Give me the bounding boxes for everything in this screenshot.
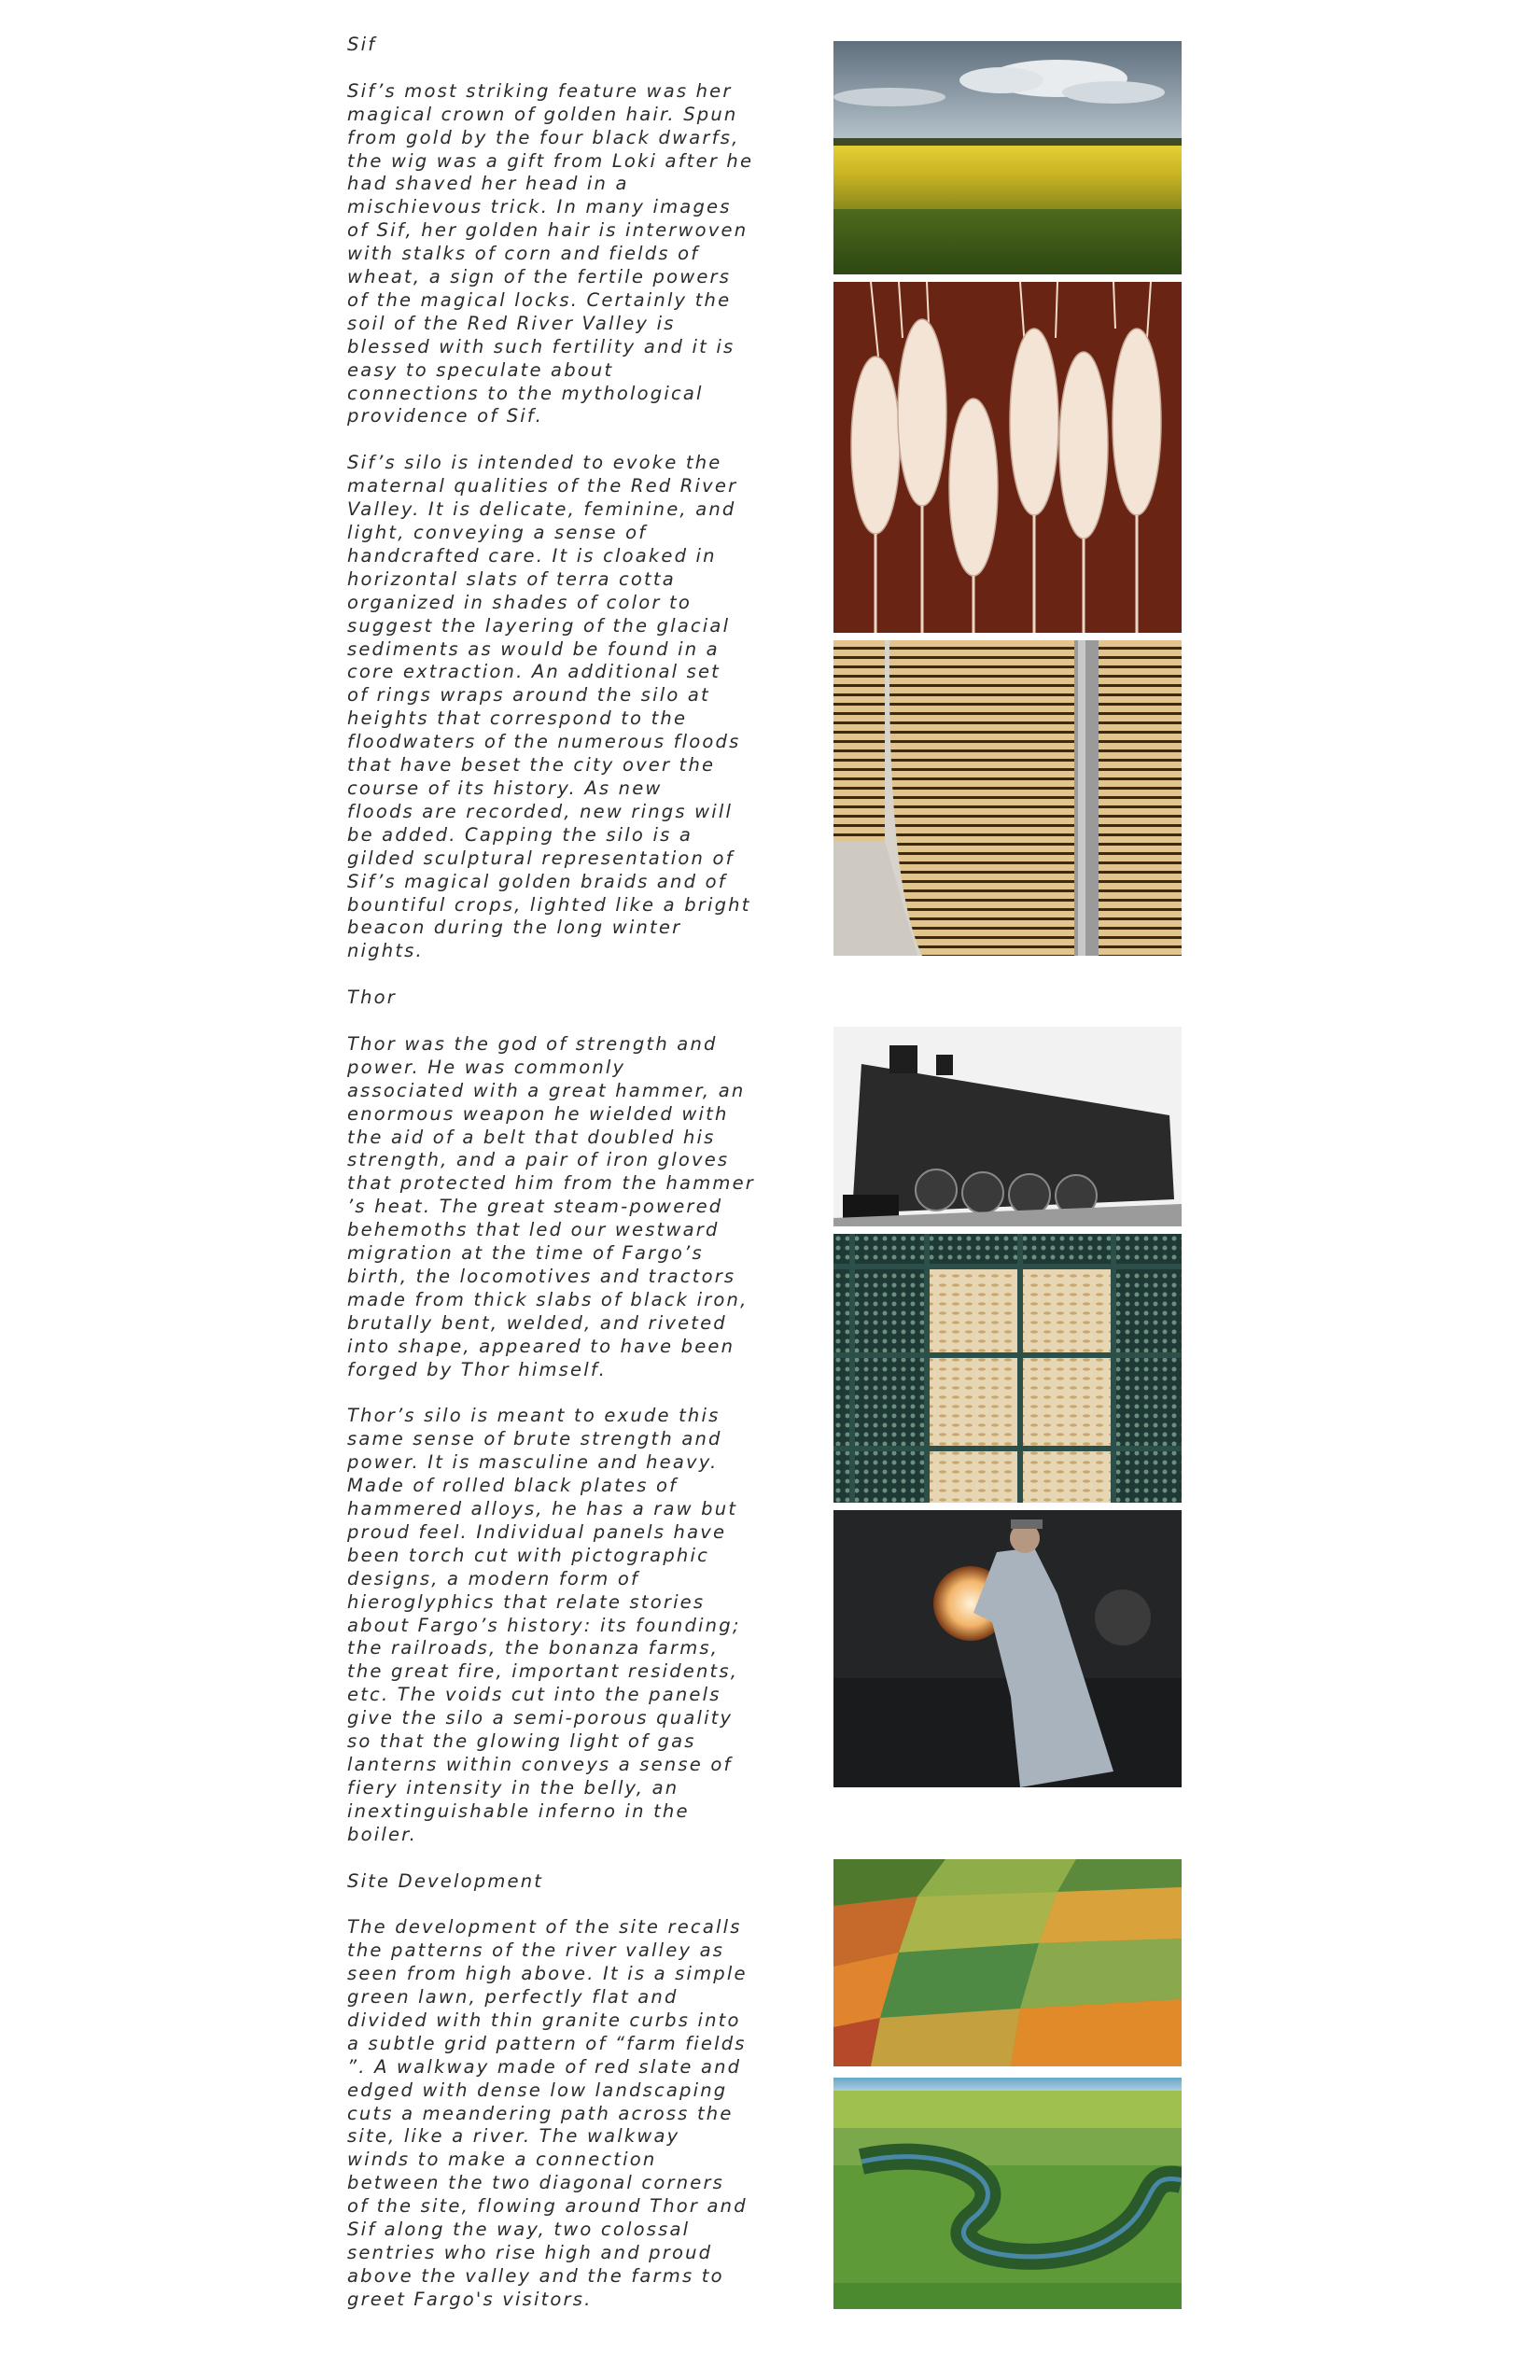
- sif-paragraph-2: Sif’s silo is intended to evoke the maternal qualities of the Red River Valley. It is delicate, feminine, and light, conveying a sense of handcrafted care. It is cloaked in horizontal slats of terra cotta organized in shades of color to suggest the layering of the glacial sediments as would be found in a core extraction. An additional set of rings wraps around the silo at heights that correspond to the floodwaters of the numerous floods that have beset the city over the course of its history. As new floods are recorded, new rings will be added. Capping the silo is a gilded sculptural representation of Sif’s magical golden braids and of bountiful crops, lighted like a bright beacon during the long winter nights.: [347, 452, 751, 962]
- text-column: [347, 34, 772, 2335]
- thor-paragraph-2: Thor’s silo is meant to exude this same sense of brute strength and power. It is masculine and heavy. Made of rolled black plates of hammered alloys, he has a raw but proud feel. Individual panels have been torch cut with pictographic designs, a modern form of hieroglyphics that relate stories about Fargo’s history: its founding; the railroads, the bonanza farms, the great fire, important residents, etc. The voids cut into the panels give the silo a semi-porous quality so that the glowing light of gas lanterns within conveys a sense of fiery intensity in the belly, an inextinguishable inferno in the boiler.: [347, 1405, 741, 1845]
- aerial-river-valley-photo: [833, 2078, 1182, 2309]
- thor-paragraph-1: Thor was the god of strength and power. He was commonly associated with a great hammer, an enormous weapon he wielded with the aid of a belt that doubled his strength, and a pair of iron gloves that protected him from the hammer ’s heat. The great steam-powered behemoths that led our westward migration at the time of Fargo’s birth, the locomotives and tractors made from thick slabs of black iron, brutally bent, welded, and riveted into shape, appeared to have been forged by Thor himself.: [347, 1032, 755, 1380]
- sif-paragraph-1: Sif’s most striking feature was her magical crown of golden hair. Spun from gold by the four black dwarfs, the wig was a gift from Loki after he had shaved her head in a mischievous trick. In many images of Sif, her golden hair is interwoven with stalks of corn and fields of wheat, a sign of the fertile powers of the magical locks. Certainly the soil of the Red River Valley is blessed with such fertility and it is easy to speculate about connections to the mythological providence of Sif.: [347, 79, 754, 427]
- section-title-site-development: Site Development: [347, 1869, 544, 1892]
- canola-field-photo: [833, 41, 1182, 274]
- site-paragraph-1: The development of the site recalls the patterns of the river valley as seen from high above. It is a simple green lawn, perfectly flat and divided with thin granite curbs into a subtle grid pattern of “farm fields ”. A walkway made of red slate and edged with dense low landscaping cuts a meandering path across the site, like a river. The walkway winds to make a connection between the two diagonal corners of the site, flowing around Thor and Sif along the way, two colossal sentries who rise high and proud above the valley and the farms to greet Fargo's visitors.: [347, 1916, 748, 2310]
- wheat-stalks-photo: [833, 282, 1182, 633]
- steam-locomotive-photo: [833, 1027, 1182, 1226]
- boiler-worker-photo: [833, 1510, 1182, 1787]
- terracotta-slats-photo: [833, 640, 1182, 956]
- section-title-sif: Sif: [347, 34, 377, 55]
- aerial-farm-fields-photo: [833, 1859, 1182, 2066]
- grain-mesh-photo: [833, 1234, 1182, 1503]
- section-title-thor: Thor: [347, 987, 398, 1009]
